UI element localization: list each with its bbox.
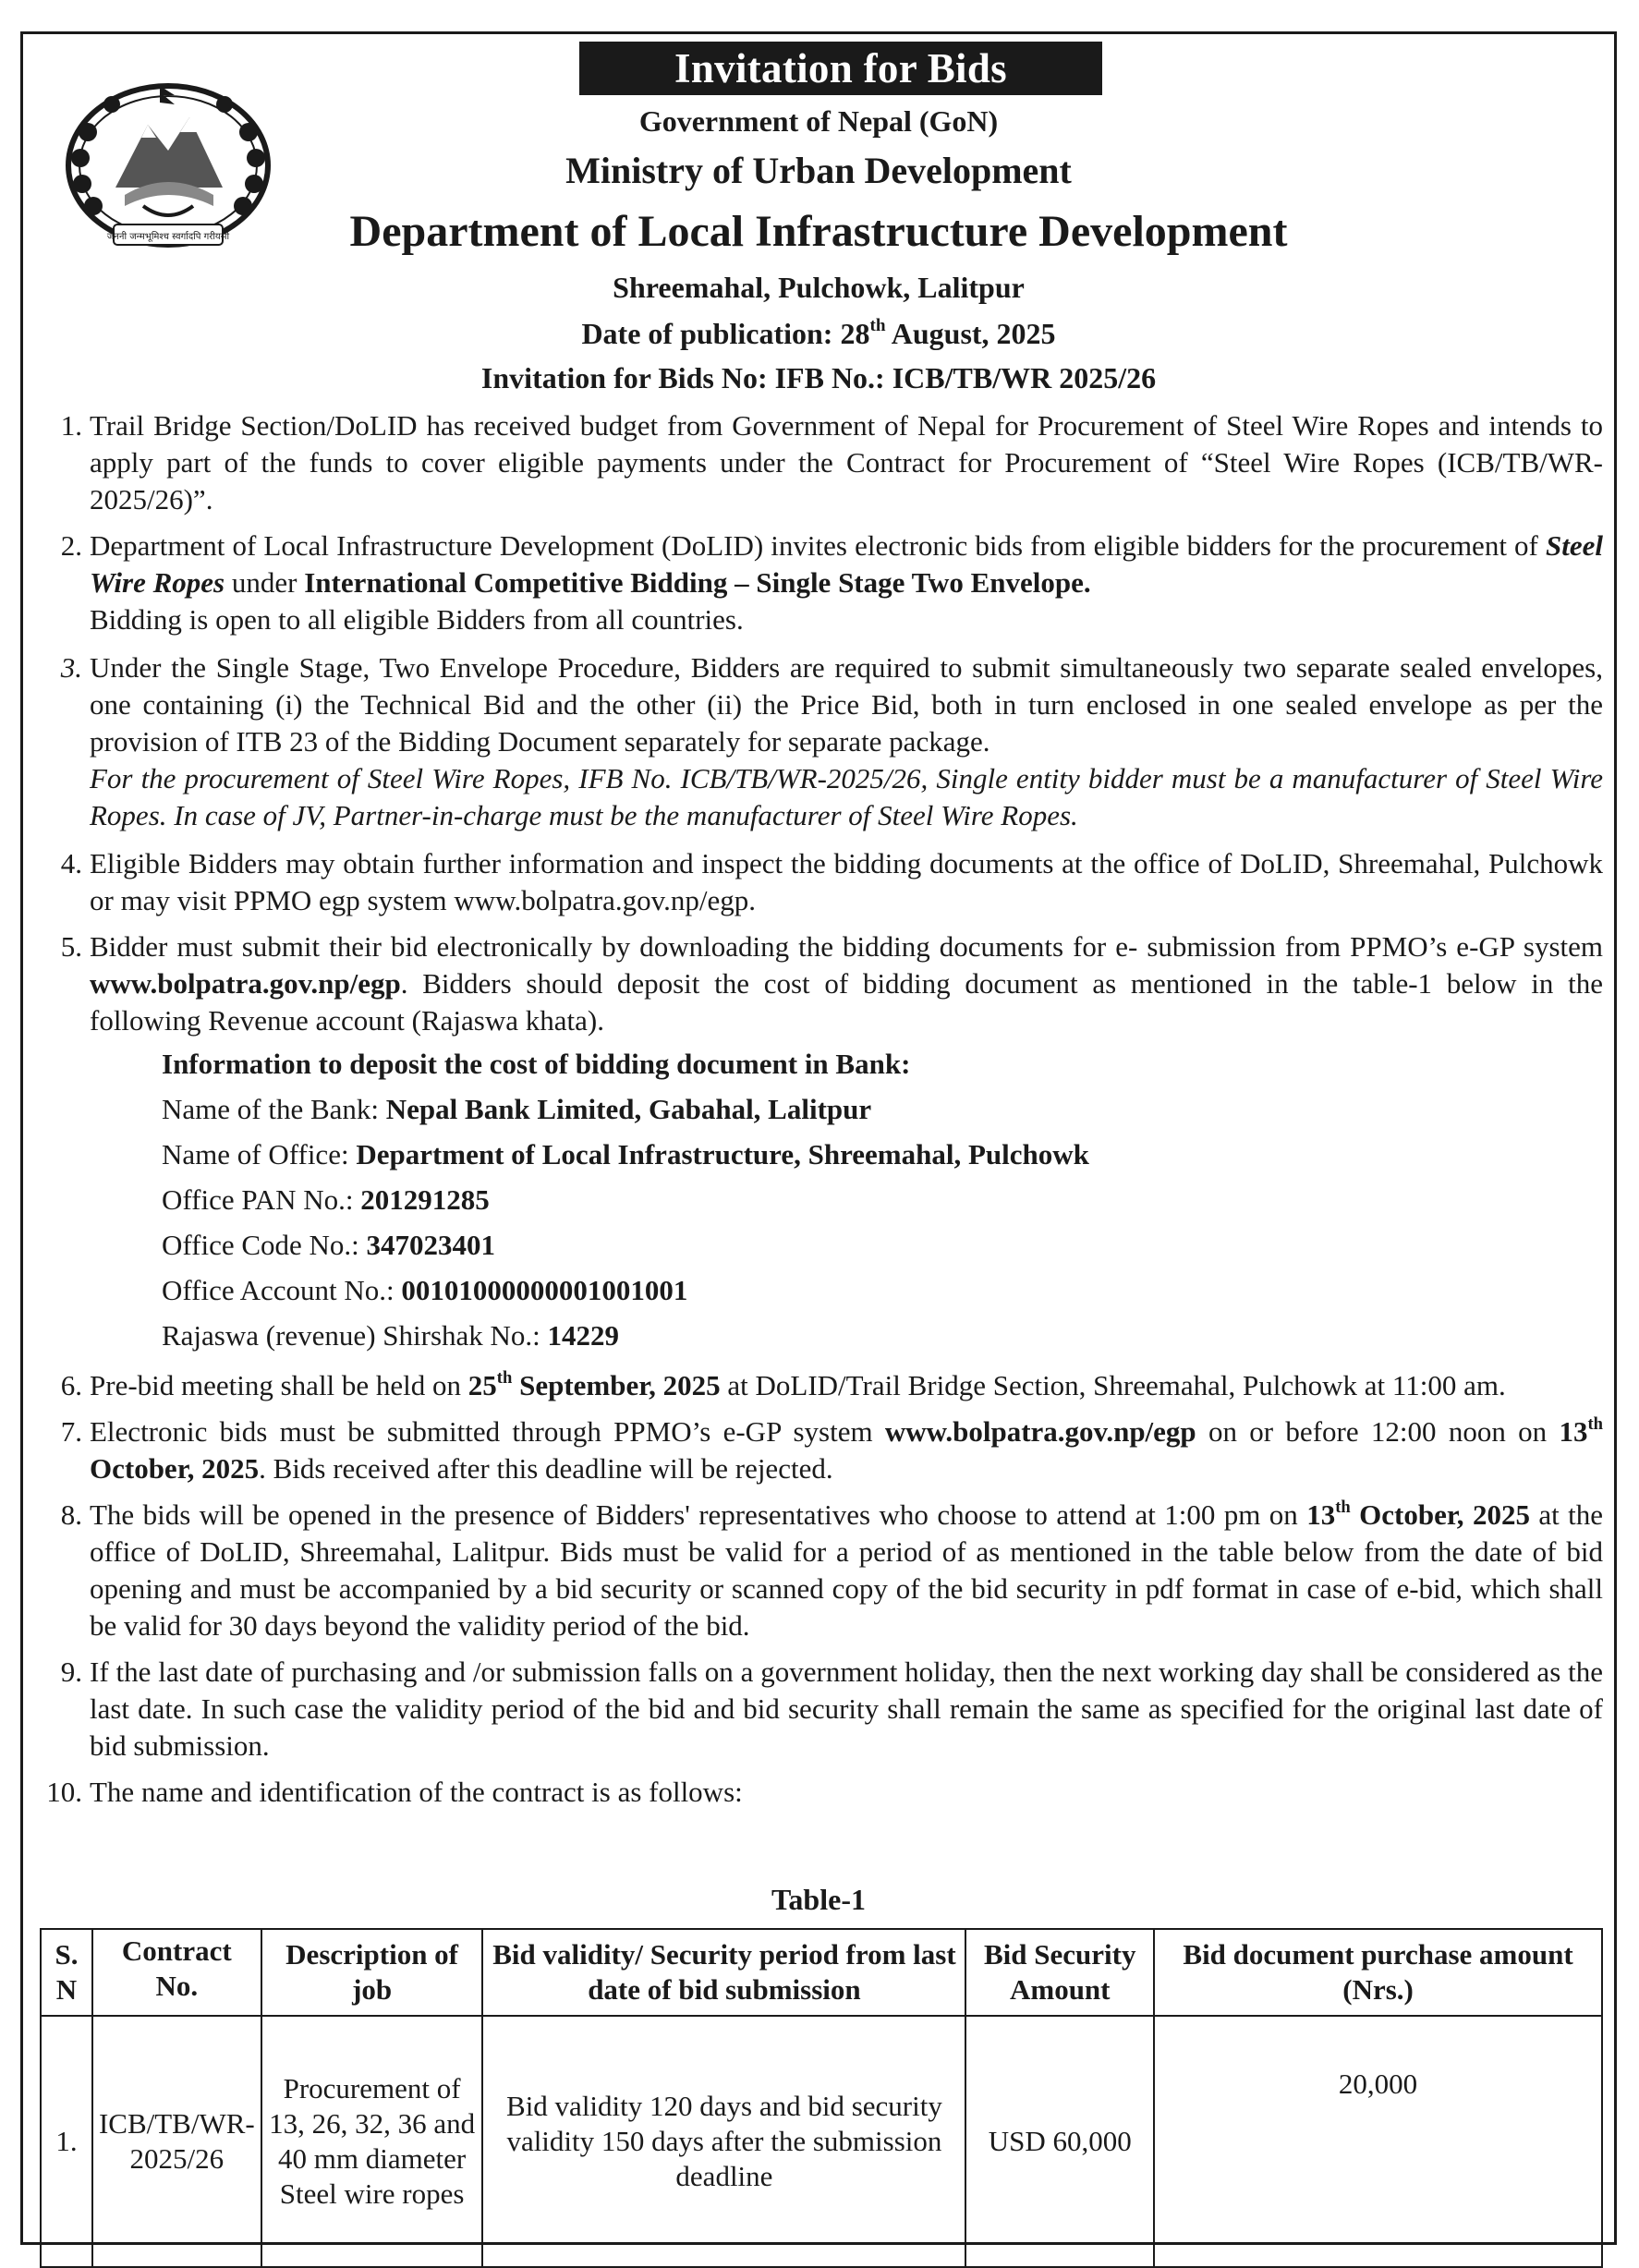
bank-info-heading: Information to deposit the cost of bidding document in Bank:	[162, 1048, 911, 1080]
ministry-name: Ministry of Urban Development	[565, 150, 1072, 191]
clause-1: 1. Trail Bridge Section/DoLID has received budget from Government of Nepal for Procurement of Steel Wire Ropes and intends to apply part of the funds to cover eligible payments under the Contract for Procurement of “Steel Wire Ropes (ICB/TB/WR- 2025/26)”.	[60, 409, 1603, 515]
clause-2: 2. Department of Local Infrastructure Development (DoLID) invites electronic bids from eligible bidders for the procurement of Steel Wire Ropes under International Competitive Bidding – Single Stage Two Envelope.	[60, 529, 1603, 599]
col-sn: S. N	[41, 1929, 92, 2016]
col-contract-no: Contract No.	[92, 1929, 261, 2016]
notice-title: Invitation for Bids	[579, 42, 1102, 95]
contract-table	[40, 1928, 1603, 2268]
table-header-row	[41, 1929, 1602, 2016]
bank-info	[42, 1041, 1603, 1358]
clause-4: 4. Eligible Bidders may obtain further information and inspect the bidding documents at the office of DoLID, Shreemahal, Pulchowk or may visit PPMO egp system www.bolpatra.gov.np/egp.	[60, 847, 1603, 916]
office-code-row: Office Code No.: 347023401	[162, 1229, 496, 1261]
col-purchase-amount: Bid document purchase amount (Nrs.)	[1154, 1929, 1602, 2016]
cell-purchase-amount: 20,000	[1154, 2016, 1602, 2267]
department-name: Department of Local Infrastructure Development	[349, 207, 1288, 256]
office-account-row: Office Account No.: 00101000000001001001	[162, 1274, 688, 1306]
ifb-number: Invitation for Bids No: IFB No.: ICB/TB/WR 2025/26	[480, 361, 1157, 394]
clause-6: 6. Pre-bid meeting shall be held on 25th September, 2025 at DoLID/Trail Bridge Section, Shreemahal, Pulchowk at 11:00 am.	[60, 1367, 1506, 1401]
emblem-caption: जननी जन्मभूमिश्च स्वर्गादपि गरीयसी	[106, 232, 230, 242]
table-title: Table-1	[771, 1883, 866, 1916]
clause-5: 5. Bidder must submit their bid electronically by downloading the bidding documents for e- submission from PPMO’s e-GP system www.bolpatra.gov.np/egp. Bidders should deposit the cost of bidding document as mentioned in the table-1 below in the following Revenue account (Rajaswa khata).	[60, 930, 1603, 1037]
bank-name-row: Name of the Bank: Nepal Bank Limited, Gabahal, Lalitpur	[162, 1093, 872, 1125]
clause-10: 10. The name and identification of the contract is as follows:	[46, 1776, 743, 1808]
table-row	[41, 2016, 1602, 2267]
col-description: Description of job	[261, 1929, 483, 2016]
department-address: Shreemahal, Pulchowk, Lalitpur	[613, 271, 1025, 304]
cell-bid-security: USD 60,000	[965, 2016, 1154, 2267]
col-bid-validity: Bid validity/ Security period from last date of bid submission	[482, 1929, 965, 2016]
clause-7: 7. Electronic bids must be submitted through PPMO’s e-GP system www.bolpatra.gov.np/egp on or before 12:00 noon on 13th October, 2025. Bids received after this deadline will be rejected.	[60, 1413, 1604, 1485]
notice-page	[20, 31, 1617, 2245]
clause-3-note: For the procurement of Steel Wire Ropes, IFB No. ICB/TB/WR-2025/26, Single entity bidder must be a manufacturer of Steel Wire Ropes. In case of JV, Partner-in-charge must be the manufacturer of Steel Wire Ropes.	[90, 762, 1603, 831]
publication-date: Date of publication: 28th August, 2025	[581, 316, 1056, 350]
clause-3: 3. Under the Single Stage, Two Envelope Procedure, Bidders are required to submit simultaneously two separate sealed envelopes, one containing (i) the Technical Bid and the other (ii) the Price Bid, both in turn enclosed in one sealed envelope as per the provision of ITB 23 of the Bidding Document separately for separate package.	[60, 651, 1603, 758]
cell-sn: 1.	[41, 2016, 92, 2267]
clause-8: 8. The bids will be opened in the presence of Bidders' representatives who choose to attend at 1:00 pm on 13th October, 2025 at the office of DoLID, Shreemahal, Lalitpur. Bids must be valid for a period of as mentioned in the table below from the date of bid opening and must be accompanied by a bid security or scanned copy of the bid security in pdf format in case of e-bid, which shall be valid for 30 days beyond the validity period of the bid.	[60, 1497, 1604, 1642]
clause-2-note: Bidding is open to all eligible Bidders from all countries.	[90, 603, 744, 636]
notice-body	[42, 407, 1603, 1820]
clause-9: 9. If the last date of purchasing and /or submission falls on a government holiday, then the next working day shall be considered as the last date. In such case the validity period of the bid and bid security shall remain the same as specified for the original last date of bid submission.	[60, 1656, 1603, 1762]
cell-bid-validity: Bid validity 120 days and bid security validity 150 days after the submission deadline	[482, 2016, 965, 2267]
government-name: Government of Nepal (GoN)	[638, 104, 999, 138]
cell-description: Procurement of 13, 26, 32, 36 and 40 mm diameter Steel wire ropes	[261, 2016, 483, 2267]
cell-contract-no: ICB/TB/WR-2025/26	[92, 2016, 261, 2267]
office-pan-row: Office PAN No.: 201291285	[162, 1183, 490, 1216]
rajaswa-row: Rajaswa (revenue) Shirshak No.: 14229	[162, 1319, 620, 1352]
office-name-row: Name of Office: Department of Local Infrastructure, Shreemahal, Pulchowk	[162, 1138, 1089, 1170]
col-bid-security: Bid Security Amount	[965, 1929, 1154, 2016]
